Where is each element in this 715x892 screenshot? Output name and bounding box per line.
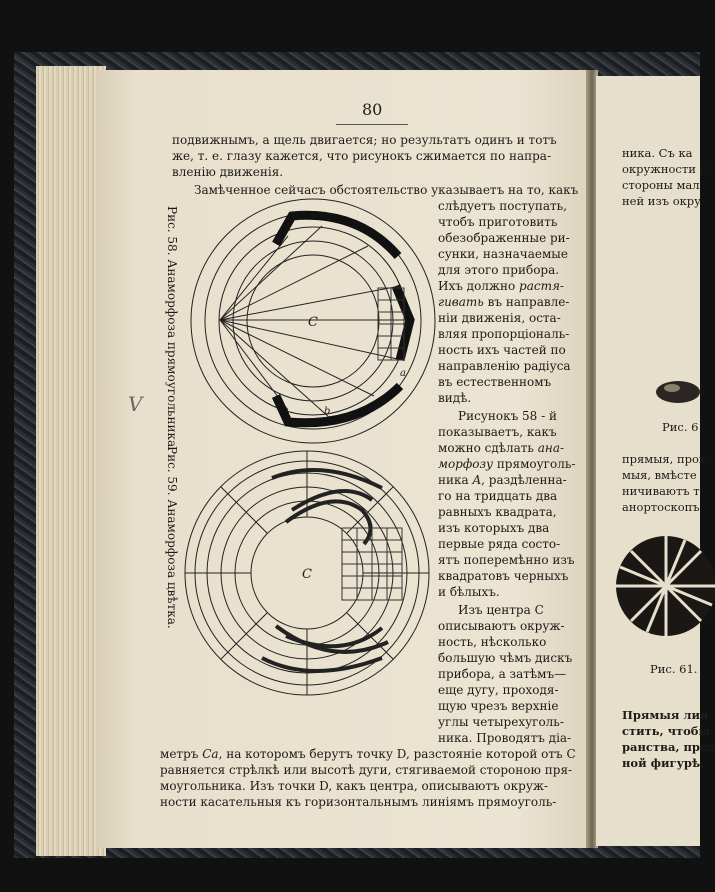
right-page — [596, 76, 715, 846]
right-line: ника. Съ ка — [622, 146, 693, 160]
side-line: для этого прибора. — [438, 263, 560, 277]
side-line: равныхъ квадрата, — [438, 505, 557, 519]
fig60-caption: Рис. 6 — [662, 420, 699, 434]
side-line: ность, нѣсколько — [438, 635, 547, 649]
side-line: изъ которыхъ два — [438, 521, 550, 535]
side-line: въ естественномъ — [438, 375, 552, 389]
right-line: ничиваютъ т — [622, 484, 700, 498]
side-line: направленію радіуса — [438, 359, 571, 373]
side-line: слѣдуетъ поступать, — [438, 199, 567, 213]
side-line: и бѣлыхъ. — [438, 585, 500, 599]
side-line: углы четырехуголь- — [438, 715, 564, 729]
fig59-label-c: C — [302, 567, 312, 582]
side-line: прибора, а затѣмъ— — [438, 667, 567, 681]
side-line: Рисунокъ 58 - й — [458, 409, 557, 423]
side-line: ятъ поперемѣнно изъ — [438, 553, 575, 567]
fig59-caption: Рис. 59. Анаморфоза цвѣтка. — [165, 446, 179, 629]
side-line: вляя пропорціональ- — [438, 327, 570, 341]
text-line: моугольника. Изъ точки D, какъ центра, описываютъ окруж- — [160, 779, 548, 793]
fig58-caption: Рис. 58. Анаморфоза прямоугольника. — [165, 206, 179, 451]
side-line: ника. Проводятъ діа- — [438, 731, 572, 745]
text-line: равняется стрѣлкѣ или высотѣ дуги, стягиваемой стороною пря- — [160, 763, 573, 777]
right-line: стороны мал — [622, 178, 700, 192]
fig58-label-c: C — [308, 315, 318, 330]
side-line: щую чрезъ верхніе — [438, 699, 559, 713]
right-line: ной фигурѣ, — [622, 756, 705, 770]
right-line: стить, чтобы — [622, 724, 711, 738]
side-line: квадратовъ черныхъ — [438, 569, 569, 583]
right-line: ранства, пред — [622, 740, 715, 754]
side-line: Ихъ должно растя- — [438, 279, 564, 293]
text-line: метръ Ca, на которомъ берутъ точку D, разстояніе которой отъ C — [160, 747, 576, 761]
side-line: морфозу прямоуголь- — [438, 457, 576, 471]
right-line: ней изъ окру — [622, 194, 701, 208]
side-line: ность ихъ частей по — [438, 343, 566, 357]
side-line: показываетъ, какъ — [438, 425, 557, 439]
right-line: мыя, вмѣсте — [622, 468, 697, 482]
side-line: гивать въ направле- — [438, 295, 570, 309]
header-rule — [336, 124, 408, 125]
fig61-caption: Рис. 61. — [650, 662, 698, 676]
side-line: первые ряда состо- — [438, 537, 561, 551]
page-number: 80 — [362, 100, 383, 119]
fig61-wheel — [608, 526, 708, 646]
right-line: прямыя, прох — [622, 452, 706, 466]
fig59-anamorphosis — [182, 448, 432, 698]
side-line: видѣ. — [438, 391, 472, 405]
side-line: Изъ центра C — [458, 603, 544, 617]
text-line: же, т. е. глазу кажется, что рисунокъ сжимается по напра- — [172, 149, 552, 163]
side-line: сунки, назначаемые — [438, 247, 568, 261]
margin-mark: V — [128, 392, 143, 416]
fig60-image — [648, 378, 708, 408]
side-line: обезображенные ри- — [438, 231, 570, 245]
text-line: подвижнымъ, а щель двигается; но результатъ одинъ и тотъ — [172, 133, 557, 147]
right-line: Прямыя лин — [622, 708, 709, 722]
side-line: ника A, раздѣленна- — [438, 473, 567, 487]
right-line: анортоскопъ — [622, 500, 700, 514]
side-line: можно сдѣлать ана- — [438, 441, 565, 455]
side-line: ніи движенія, оста- — [438, 311, 561, 325]
side-line: большую чѣмъ дискъ — [438, 651, 573, 665]
fig58-label-a: a — [400, 368, 406, 379]
side-line: чтобъ приготовить — [438, 215, 558, 229]
text-line: вленію движенія. — [172, 165, 284, 179]
right-line: окружности с — [622, 162, 706, 176]
text-line: ности касательныя къ горизонтальнымъ линіямъ прямоуголь- — [160, 795, 557, 809]
side-line: еще дугу, проходя- — [438, 683, 559, 697]
fig58-label-b: b — [324, 406, 331, 417]
side-line: описываютъ окруж- — [438, 619, 565, 633]
side-line: го на тридцать два — [438, 489, 558, 503]
fig58-anamorphosis — [188, 196, 438, 446]
text-line: Замѣченное сейчасъ обстоятельство указываетъ на то, какъ — [194, 183, 579, 197]
